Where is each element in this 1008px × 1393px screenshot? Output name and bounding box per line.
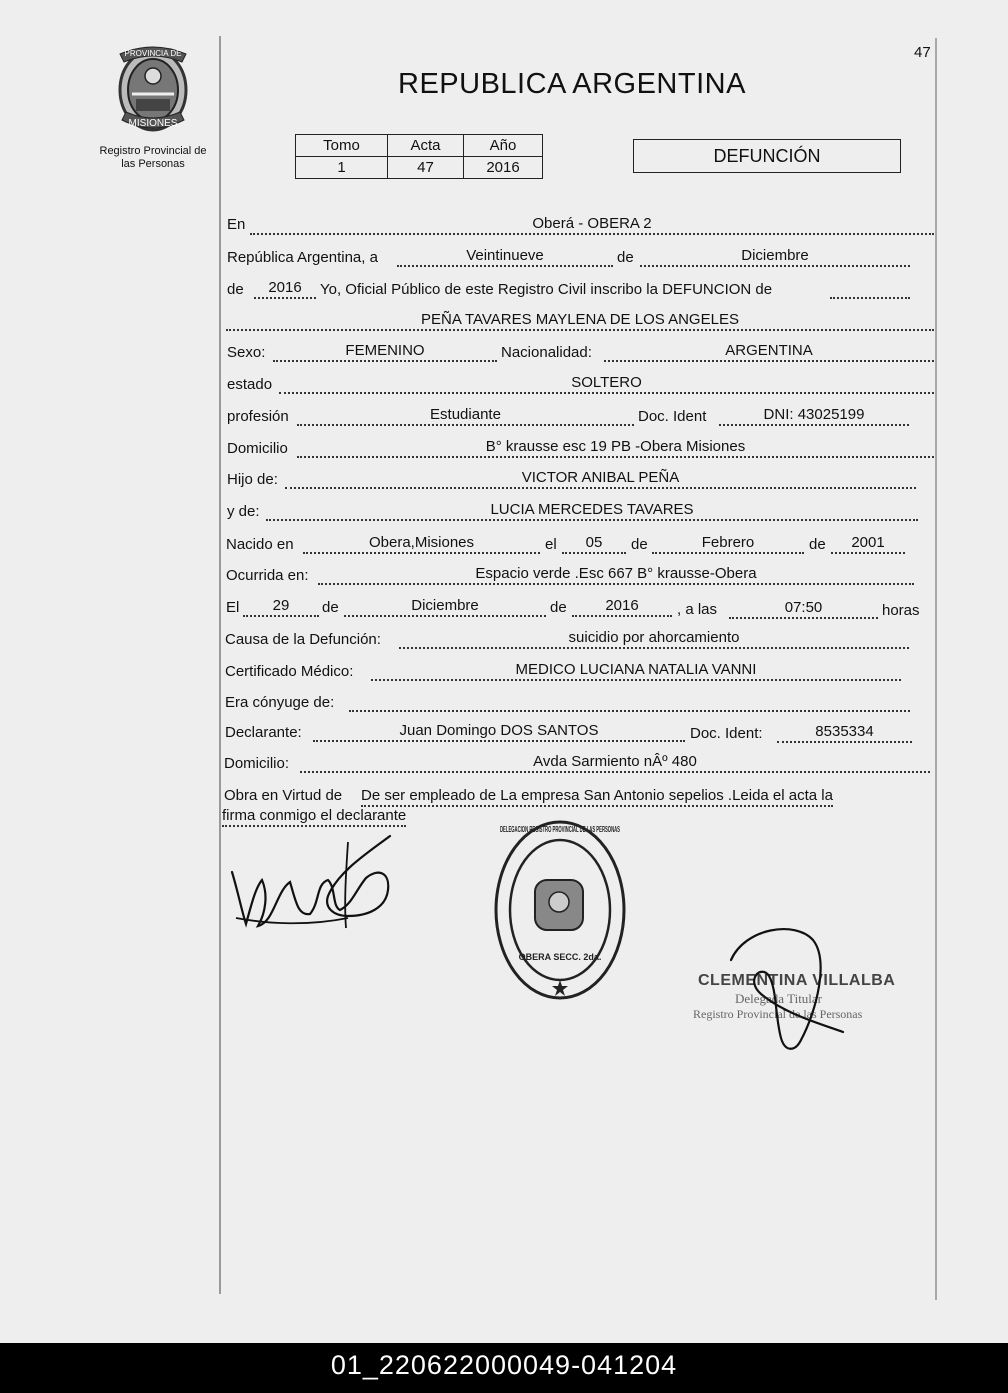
record-table — [295, 134, 543, 179]
declarant-field: Juan Domingo DOS SANTOS — [313, 721, 685, 742]
header-tomo: Tomo — [296, 135, 388, 157]
birthplace-field: Obera,Misiones — [303, 533, 540, 554]
cause-field: suicidio por ahorcamiento — [399, 628, 909, 649]
birth-day-field: 05 — [562, 533, 626, 554]
de-label-5: de — [322, 599, 339, 616]
de-label-1: de — [617, 249, 634, 266]
nacionalidad-label: Nacionalidad: — [501, 344, 592, 361]
declarant-doc-field: 8535334 — [777, 722, 912, 743]
death-month-field: Diciembre — [344, 596, 546, 617]
declarant-address-field: Avda Sarmiento nÂº 480 — [300, 752, 930, 773]
obra-field-line2: firma conmigo el declarante — [222, 806, 406, 827]
profesion-label: profesión — [227, 408, 289, 425]
hijo-label: Hijo de: — [227, 471, 278, 488]
horas-label: horas — [882, 602, 920, 619]
svg-text:OBERA SECC. 2da.: OBERA SECC. 2da. — [518, 952, 602, 962]
svg-text:DELEGACION REGISTRO PROVINCIAL: DELEGACION REGISTRO PROVINCIAL DE LAS PERSONAS — [500, 825, 621, 834]
de-label-2: de — [227, 281, 244, 298]
death-place-field: Espacio verde .Esc 667 B° krausse-Obera — [318, 564, 914, 585]
conyuge-label: Era cónyuge de: — [225, 694, 335, 711]
domicilio-label: Domicilio — [227, 440, 288, 457]
registry-label: Registro Provincial de las Personas — [99, 145, 207, 170]
official-signature — [725, 920, 845, 1060]
de-label-6: de — [550, 599, 567, 616]
header-acta: Acta — [388, 135, 464, 157]
month-field: Diciembre — [640, 246, 910, 267]
official-role: Delegada Titular — [735, 991, 823, 1006]
obra-label: Obra en Virtud de — [224, 787, 343, 804]
svg-text:PROVINCIA DE: PROVINCIA DE — [124, 49, 182, 58]
sexo-label: Sexo: — [227, 344, 266, 361]
de-label-4: de — [809, 536, 826, 553]
statement-blank — [830, 278, 910, 299]
certificado-label: Certificado Médico: — [225, 663, 354, 680]
el-label: el — [545, 536, 557, 553]
svg-text:MISIONES: MISIONES — [128, 118, 178, 129]
official-statement: Yo, Oficial Público de este Registro Civil inscribo la DEFUNCION de — [320, 281, 773, 298]
domicilio-field: B° krausse esc 19 PB -Obera Misiones — [297, 437, 934, 458]
value-ano: 2016 — [464, 157, 543, 179]
de-label-3: de — [631, 536, 648, 553]
place-field: Oberá - OBERA 2 — [250, 214, 934, 235]
doc-label: Doc. Ident — [638, 408, 707, 425]
en-label: En — [227, 216, 246, 233]
round-stamp — [490, 812, 635, 1004]
nacido-label: Nacido en — [226, 536, 294, 553]
republica-label: República Argentina, a — [227, 249, 378, 266]
doc-field: DNI: 43025199 — [719, 405, 909, 426]
domicilio2-label: Domicilio: — [224, 755, 290, 772]
yde-label: y de: — [227, 503, 260, 520]
nacionalidad-field: ARGENTINA — [604, 341, 934, 362]
el2-label: El — [226, 599, 240, 616]
official-office: Registro Provincial de las Personas — [693, 1007, 863, 1021]
declarante-label: Declarante: — [225, 724, 302, 741]
footer-code-bar: 01_220622000049-041204 — [0, 1343, 1008, 1393]
ocurrida-label: Ocurrida en: — [226, 567, 309, 584]
left-margin-line — [219, 36, 221, 1294]
day-field: Veintinueve — [397, 246, 613, 267]
deceased-name-field: PEÑA TAVARES MAYLENA DE LOS ANGELES — [226, 310, 934, 331]
value-acta: 47 — [388, 157, 464, 179]
right-margin-line — [935, 38, 937, 1300]
province-emblem-icon — [108, 42, 198, 134]
alas-label: , a las — [677, 601, 718, 618]
father-field: VICTOR ANIBAL PEÑA — [285, 468, 916, 489]
death-year-field: 2016 — [572, 596, 672, 617]
certificate-field: MEDICO LUCIANA NATALIA VANNI — [371, 660, 901, 681]
birth-year-field: 2001 — [831, 533, 905, 554]
causa-label: Causa de la Defunción: — [225, 631, 381, 648]
doc2-label: Doc. Ident: — [690, 725, 763, 742]
year-field: 2016 — [254, 278, 316, 299]
mother-field: LUCIA MERCEDES TAVARES — [266, 500, 918, 521]
document-title: REPUBLICA ARGENTINA — [398, 68, 746, 100]
value-tomo: 1 — [296, 157, 388, 179]
death-day-field: 29 — [243, 596, 319, 617]
death-time-field: 07:50 — [729, 598, 878, 619]
profesion-field: Estudiante — [297, 405, 634, 426]
official-name: CLEMENTINA VILLALBA — [698, 972, 896, 989]
record-type-box: DEFUNCIÓN — [633, 139, 901, 173]
declarant-signature — [228, 832, 398, 937]
estado-label: estado — [227, 376, 273, 393]
obra-field-line1: De ser empleado de La empresa San Antonio sepelios .Leida el acta la — [361, 786, 833, 807]
birth-month-field: Febrero — [652, 533, 804, 554]
header-ano: Año — [464, 135, 543, 157]
page-number: 47 — [914, 44, 931, 61]
spouse-field — [349, 691, 910, 712]
estado-field: SOLTERO — [279, 373, 934, 394]
sexo-field: FEMENINO — [273, 341, 497, 362]
